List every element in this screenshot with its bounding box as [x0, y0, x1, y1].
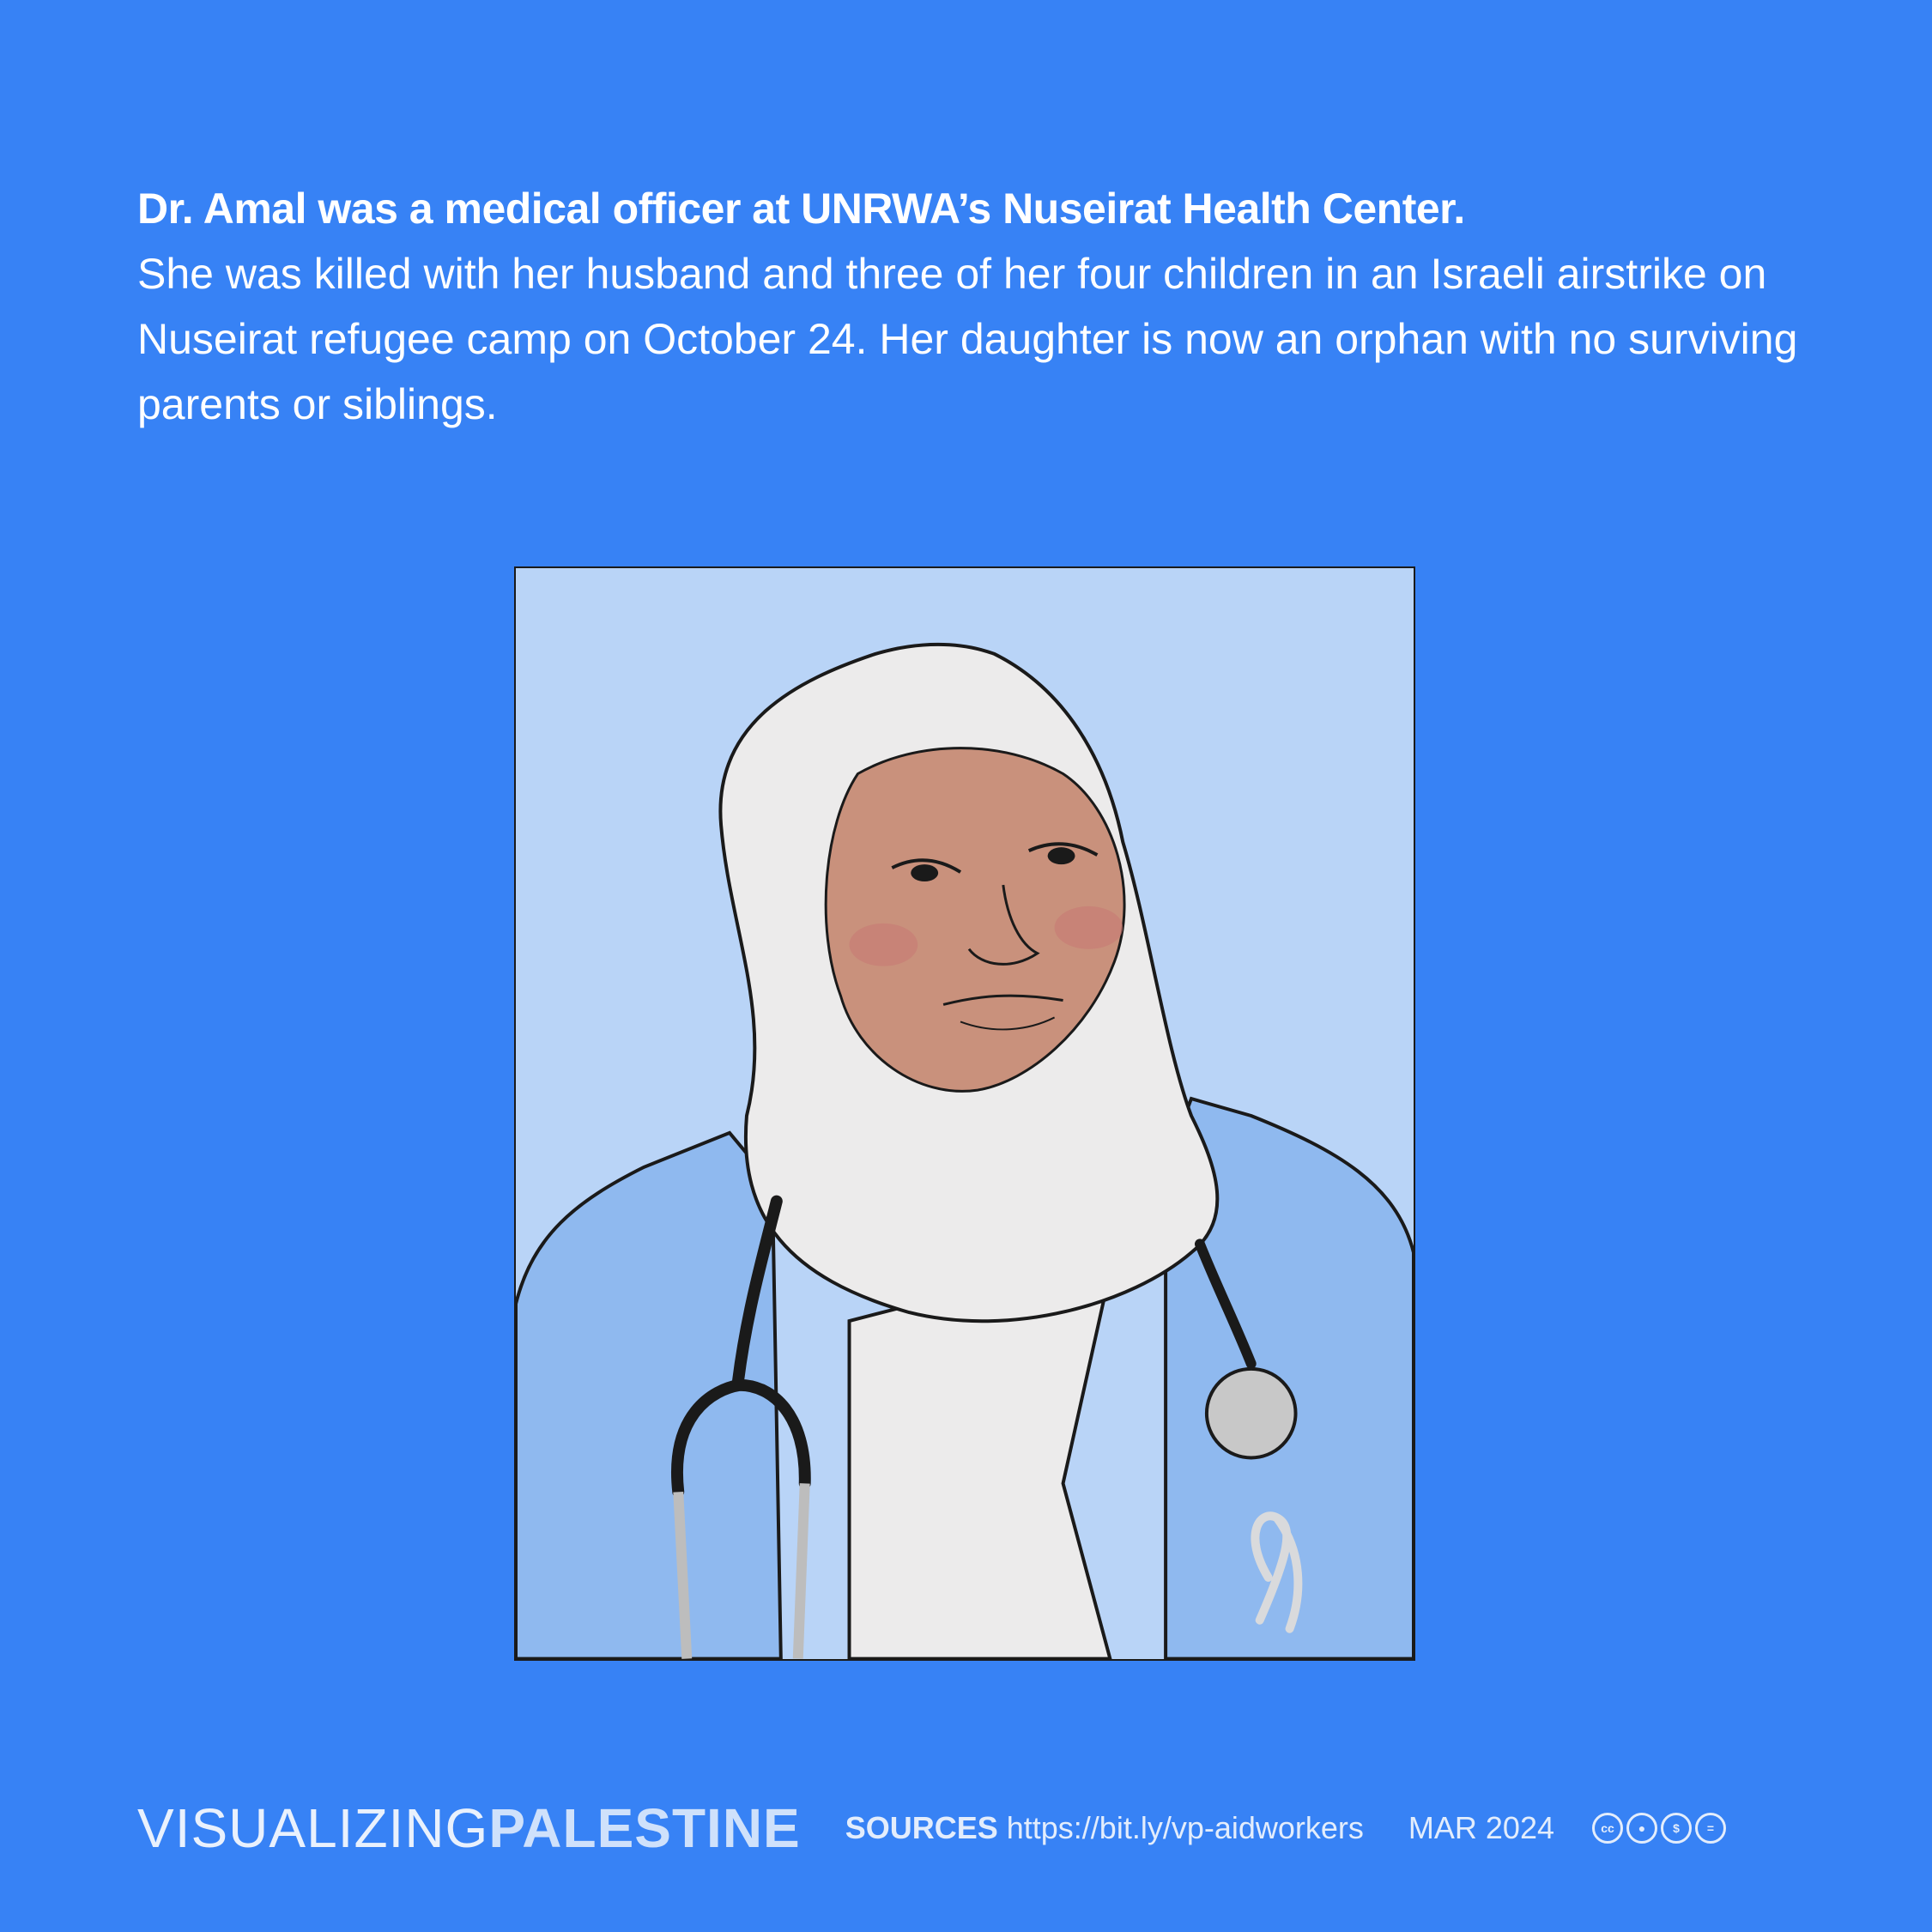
intro-body: She was killed with her husband and three of her four children in an Israeli airstrike on Nuseirat refugee camp on October 24. Her daughter is now an orphan with no surviving parents or siblings. [137, 250, 1798, 428]
cc-icon: cc [1592, 1813, 1623, 1844]
sources-label: SOURCES [845, 1810, 998, 1845]
license-icons [1592, 1813, 1726, 1844]
portrait-illustration [514, 566, 1415, 1661]
headline: Dr. Amal was a medical officer at UNRWA’s Nuseirat Health Center. [137, 185, 1465, 233]
brand-bold: PALESTINE [488, 1797, 801, 1859]
noncommercial-icon: $ [1661, 1813, 1692, 1844]
no-derivatives-icon: = [1695, 1813, 1726, 1844]
sources-link[interactable]: https://bit.ly/vp-aidworkers [1006, 1810, 1364, 1845]
brand-light: VISUALIZING [137, 1797, 489, 1859]
brand-logo [137, 1796, 801, 1860]
portrait-drawing [516, 568, 1414, 1659]
footer [137, 1794, 1820, 1862]
intro-text [137, 176, 1820, 437]
sources [845, 1810, 1364, 1846]
publication-date: MAR 2024 [1408, 1810, 1554, 1845]
attribution-icon: ● [1626, 1813, 1657, 1844]
